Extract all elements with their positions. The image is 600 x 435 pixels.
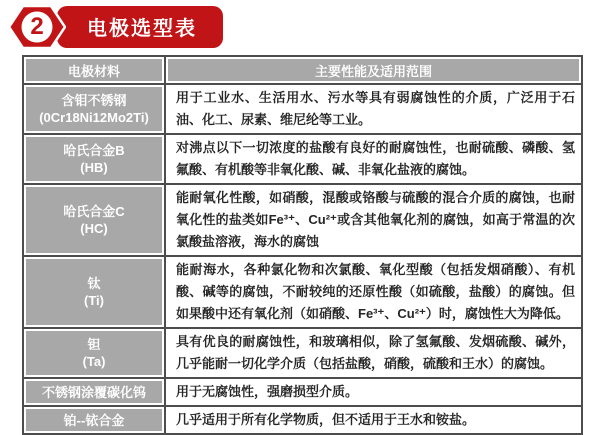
material-sub: (0Cr18Ni12Mo2Ti)	[39, 110, 149, 125]
material-sub: (Ti)	[84, 293, 104, 308]
material-description: 具有优良的耐腐蚀性，和玻璃相似，除了氢氟酸、发烟硫酸、碱外，几乎能耐一切化学介质（包括盐酸，硝酸，硫酸和王水）的腐蚀。	[165, 328, 582, 378]
section-header	[0, 0, 600, 52]
material-description: 用于无腐蚀性，强磨损型介质。	[165, 378, 582, 406]
material-sub: (HC)	[80, 221, 108, 236]
col-header-performance: 主要性能及适用范围	[165, 56, 582, 84]
material-cell	[23, 328, 165, 378]
electrode-selection-table	[22, 55, 583, 435]
material-name: 含钼不锈钢	[61, 93, 127, 108]
table-row	[23, 134, 582, 184]
material-description: 能耐氧化性酸，如硝酸，混酸或铬酸与硫酸的混合介质的腐蚀，也耐氧化性的盐类如Fe³⁺、Cu²⁺或含其他氧化剂的腐蚀，如高于常温的次氯酸盐溶液，海水的腐蚀	[165, 184, 582, 256]
material-cell	[23, 256, 165, 328]
table-row	[23, 84, 582, 134]
material-description: 用于工业水、生活用水、污水等具有弱腐蚀性的介质，广泛用于石油、化工、尿素、维尼纶等工业。	[165, 84, 582, 134]
table-row	[23, 328, 582, 378]
material-cell	[23, 84, 165, 134]
material-description: 几乎适用于所有化学物质，但不适用于王水和铵盐。	[165, 406, 582, 434]
material-name: 钛	[87, 276, 101, 291]
material-name: 钽	[87, 337, 101, 352]
material-cell	[23, 406, 165, 434]
material-sub: (HB)	[80, 160, 108, 175]
table-row	[23, 378, 582, 406]
material-sub: (Ta)	[82, 354, 106, 369]
material-name: 不锈钢涂覆碳化钨	[41, 384, 146, 400]
section-title: 电极选型表	[57, 6, 223, 48]
material-description: 能耐海水，各种氯化物和次氯酸、氧化型酸（包括发烟硝酸）、有机酸、碱等的腐蚀，不耐较纯的还原性酸（如硫酸，盐酸）的腐蚀。但如果酸中还有氧化剂（如硝酸、Fe³⁺、Cu²⁺）时，腐蚀性大为降低。	[165, 256, 582, 328]
table-row	[23, 256, 582, 328]
table-row	[23, 406, 582, 434]
material-description: 对沸点以下一切浓度的盐酸有良好的耐腐蚀性，也耐硫酸、磷酸、氢氟酸、有机酸等非氧化酸、碱、非氧化盐液的腐蚀。	[165, 134, 582, 184]
table-header-row	[23, 56, 582, 84]
col-header-material: 电极材料	[23, 56, 165, 84]
section-number-badge	[8, 4, 66, 50]
section-number: 2	[30, 13, 44, 40]
material-cell	[23, 134, 165, 184]
material-name: 铂--铱合金	[63, 412, 125, 428]
material-cell	[23, 184, 165, 256]
material-cell	[23, 378, 165, 406]
table-row	[23, 184, 582, 256]
electrode-table-body	[23, 84, 582, 434]
material-name: 哈氏合金B	[63, 143, 125, 158]
material-name: 哈氏合金C	[63, 204, 125, 219]
